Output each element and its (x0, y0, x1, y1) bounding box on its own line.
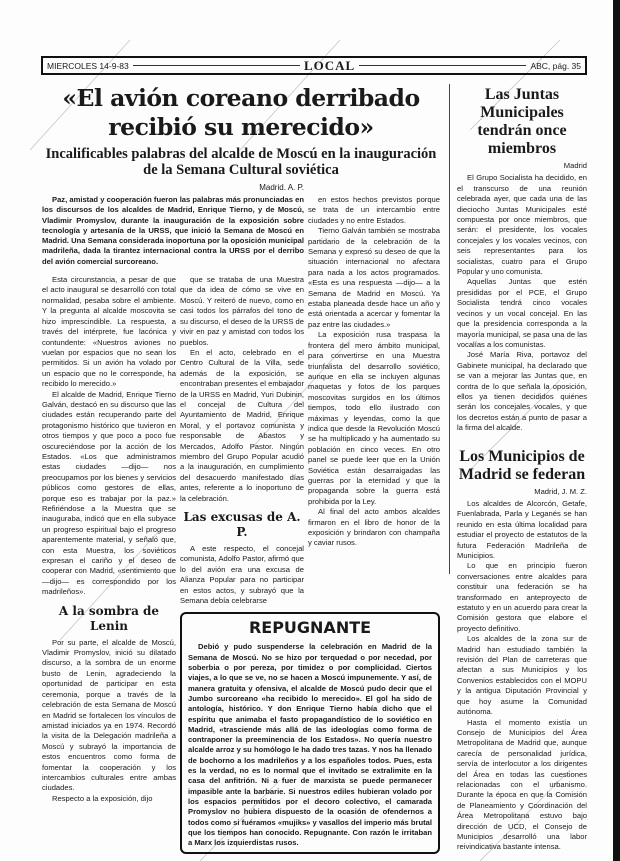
divider (359, 65, 526, 66)
page-number: ABC, pág. 35 (530, 60, 581, 71)
column-rule (449, 84, 450, 574)
sidebar-article-1-title: Las Juntas Municipales tendrán once miembros (477, 86, 567, 157)
scan-edge (613, 0, 620, 861)
header-date: MIERCOLES 14-9-83 (47, 60, 129, 71)
paragraph: Esta circunstancia, a pesar de que el acto inaugural se desarrolló con total normalidad, pesaba sobre el ambiente. Y la pregunta al alcalde moscovita se hizo imprescindible. La respuesta, a través del intérprete, fue lacónica y contundente: «Nuestros aviones no vuelan por espacios que no sean los permitidos. Si un avión ha volado por un espacio que no le corresponde, ha recibido lo merecido.» (42, 275, 176, 389)
paragraph: Los alcaldes de la zona sur de Madrid han estudiado también la revisión del Plan de carreteras que afectan a sus Municipios y los Convenios establecidos con el MOPU y la antigua Diputación Provincial y que hoy asume la Comunidad autónoma. (457, 634, 587, 717)
editorial-box (180, 612, 440, 854)
paragraph: José María Riva, portavoz del Gabinete municipal, ha declarado que se van a mejorar las Juntas que, en contra de lo que señala la oposición, ellos ya tienen decididos quiénes serán los concejales vocales, y que los decretos están a punto de pasar a la firma del alcalde. (457, 350, 587, 433)
paragraph: A este respecto, el concejal comunista, Adolfo Pastor, afirmó que lo del avión era una excusa de Alianza Popular para no participar en estos actos, y subrayó que la Semana debía celebrarse (180, 544, 304, 606)
paragraph: El alcalde de Madrid, Enrique Tierno Galván, destacó en su discurso que las ciudades están recuperando parte del protagonismo histórico que tuvieron en otros tiempos y que poco a poco fue oscureciéndose por la acción de los Estados. «Los que administramos estas ciudades —dijo— nos preocupamos por los bienes y servicios públicos como gestores de ellas, porque eso es trabajar por la paz.» Refiriéndose a la Muestra que se inauguraba, indicó que en ella subyace un progreso espiritual bajo el progreso aparentemente material, y señaló que, con esta Muestra, los soviéticos expresan el cariño y el deseo de cooperar con Madrid, «sentimiento que —dijo— es correspondido por los madrileños». (42, 389, 176, 597)
sidebar-column (457, 86, 587, 853)
paragraph: Al final del acto ambos alcaldes firmaron en el libro de honor de la exposición y brindaron con champaña y caviar rusos. (308, 507, 440, 548)
paragraph: Aquellas Juntas que estén presididas por el PCE, el Grupo Socialista tendrá cinco vocales vecinos y un vocal concejal. En las que la presidencia corresponda a la mayoría municipal, se pasa una de las vocalías a los comunistas. (457, 277, 587, 349)
paragraph: La exposición rusa traspasa la frontera del mero ámbito municipal, para convertirse en una Muestra triunfalista del desarrollo soviético, aunque en ella se incluyen algunas maquetas y fotos de los parques moscovitas surgidos en los últimos tiempos, todo ello ilustrado con máximas y leyendas, como la que indica que desde la Revolución Moscú se ha multiplicado y ha aumentado su población en cinco veces. En otro panel se puede leer que en la Unión Soviética están desarraigadas las guerras por la eternidad y que la propaganda sobre la guerra está prohibida por la Ley. (308, 330, 440, 506)
column-3 (308, 195, 440, 549)
paragraph: Tierno Galván también se mostraba partidario de la celebración de la Semana y expresó su deseo de que la situación internacional no afectara para nada a los actos programados. «Esta es una respuesta —dijo— a la Semana de Madrid en Moscú. Ya estaba planeada desde hace un año y está orientada a acercar y fomentar la paz entre las ciudades.» (308, 226, 440, 329)
paragraph: Por su parte, el alcalde de Moscú, Vladimir Promyslov, inició su dilatado discurso, a la sombra de un enorme busto de Lenin, agradeciendo la oportunidad de participar en esta ceremonia, porque a través de la celebración de esta Semana de Moscú en Madrid se fortalecen los vínculos de amistad iniciados ya en 1974. Recordó la visita de la Delegación madrileña a Moscú y subrayó la importancia de estos encuentros como forma de fomentar la cooperación y los intercambios culturales entre ambas ciudades. (42, 637, 176, 793)
page-header (41, 56, 587, 75)
subhead-lenin: A la sombra de Lenin (58, 603, 160, 633)
sidebar-article-2-byline: Madrid, J. M. Z. (534, 486, 587, 496)
main-article (42, 84, 440, 854)
editorial-title: REPUGNANTE (248, 618, 372, 638)
paragraph: En el acto, celebrado en el Centro Cultural de la Villa, sede además de la exposición, se encontraban presentes el embajador de la URSS en Madrid, Yuri Dubinin, el concejal de Cultura del Ayuntamiento de Madrid, Enrique Moral, y el portavoz comunista y responsable de Abastos y Mercados, Adolfo Pastor. Ningún miembro del Grupo Popular acudió a la inauguración, en cumplimiento del desacuerdo manifestado días antes, referente a lo inoportuno de la celebración. (180, 347, 304, 503)
paragraph: Los alcaldes de Alcorcón, Getafe, Fuenlabrada, Parla y Leganés se han reunido en esta última localidad para estudiar el proyecto de estatutos de la futura Federación Madrileña de Municipios. (457, 498, 587, 560)
divider (133, 65, 300, 66)
lead-paragraph: Paz, amistad y cooperación fueron las palabras más pronunciadas en los discursos de los alcaldes de Madrid, Enrique Tierno, y de Moscú, Vladimir Promyslov, durante la inauguración de la exposición sobre tecnología y artesanía de la URSS, que inició la Semana de Moscú en Madrid. Una Semana considerada inoportuna por la oposición municipal madrileña, dada la tirantez internacional contra la URSS por el derribo del avión comercial surcoreano. (42, 195, 304, 266)
paragraph: Lo que en principio fueron conversaciones entre alcaldes para constituir una federación se ha transformado en anteproyecto de estatuto y en un acuerdo para crear la Comisión gestora que elabore el proyecto definitivo. (457, 561, 587, 633)
paragraph: Respecto a la exposición, dijo (52, 793, 153, 803)
column-1 (42, 275, 176, 804)
paragraph: en estos hechos previstos porque se trata de un intercambio entre ciudades y no entre Estados. (308, 195, 440, 225)
main-headline: «El avión coreano derribado recibió su merecido» (62, 84, 420, 141)
subhead-excusas: Las excusas de A. P. (183, 510, 301, 540)
section-title: LOCAL (303, 57, 356, 73)
main-byline: Madrid. A. P. (259, 183, 304, 192)
paragraph: Hasta el momento existía un Consejo de Municipios del Área Metropolitana de Madrid que, aunque carecía de personalidad jurídica, servía de interlocutor a los dirigentes del Área en todas las cuestiones relacionadas con el urbanismo. Durante la época en que la Comisión de Planeamiento y Coordinación del Área Metropolitana estuvo bajo dirección de UCD, el Consejo de Municipios desarrolló una labor reivindicativa bastante intensa. (457, 717, 587, 852)
editorial-body: Debió y pudo suspenderse la celebración en Madrid de la Semana de Moscú. No se hizo por terquedad o por necedad, por soberbia o por pereza, por timidez o por complicidad. Ciertos viajes, a lo que se ve, no se hacen a Moscú impunemente. Y así, de manera gratuita y ofensiva, el alcalde de Moscú pudo decir que el Jumbo surcoreano «ha recibido lo merecido». El gol ha sido de antología, histórico. Y don Enrique Tierno había dicho que el espíritu que animaba el fasto propagandístico de lo soviético en Madrid, «trasciende más allá de las ideologías como forma de contraponer la preeminencia de los Estados». No quería nuestro alcalde arroz y su homólogo le ha dado tres tazas. Y nos ha llenado de bochorno a los madrileños y a los españoles todos. Pues, esta es la verdad, no es lo normal que el invitado se extralimite en la casa del anfitrión. Ni a fuer de marxista se puede permanecer impasible ante la barbarie. Si nuestros ediles hubieran volado por los espacios permitidos por el decoro colectivo, el camarada Promyslov no hubiera dispuesto de la ocasión de ofendernos a todos como si fuéramos «mujiks» y vasallos del imperio más brutal que los tiempos han conocido. Repugnante. Con razón le irritaban a Marx los izquierdistas rusos. (188, 642, 432, 848)
column-2 (180, 275, 304, 606)
paragraph: que se trataba de una Muestra que da idea de cómo se vive en Moscú. Y reiteró de nuevo, como en casi todos los párrafos del tono de su discurso, el deseo de la URSS de vivir en paz y amistad con todos los pueblos. (180, 275, 304, 347)
main-deck: Incalificables palabras del alcalde de Moscú en la inauguración de la Semana Cultural soviética (45, 146, 437, 178)
sidebar-article-1-byline: Madrid (563, 161, 587, 170)
sidebar-article-2-title: Los Municipios de Madrid se federan (458, 447, 586, 483)
paragraph: El Grupo Socialista ha decidido, en el transcurso de una reunión celebrada ayer, que cada una de las dieciocho Juntas Municipales esté compuesta por once miembros, que serán: el presidente, los vocales concejales y los vocales vecinos, con seis representantes para los socialistas, cuatro para el Grupo Popular y uno comunista. (457, 173, 587, 277)
